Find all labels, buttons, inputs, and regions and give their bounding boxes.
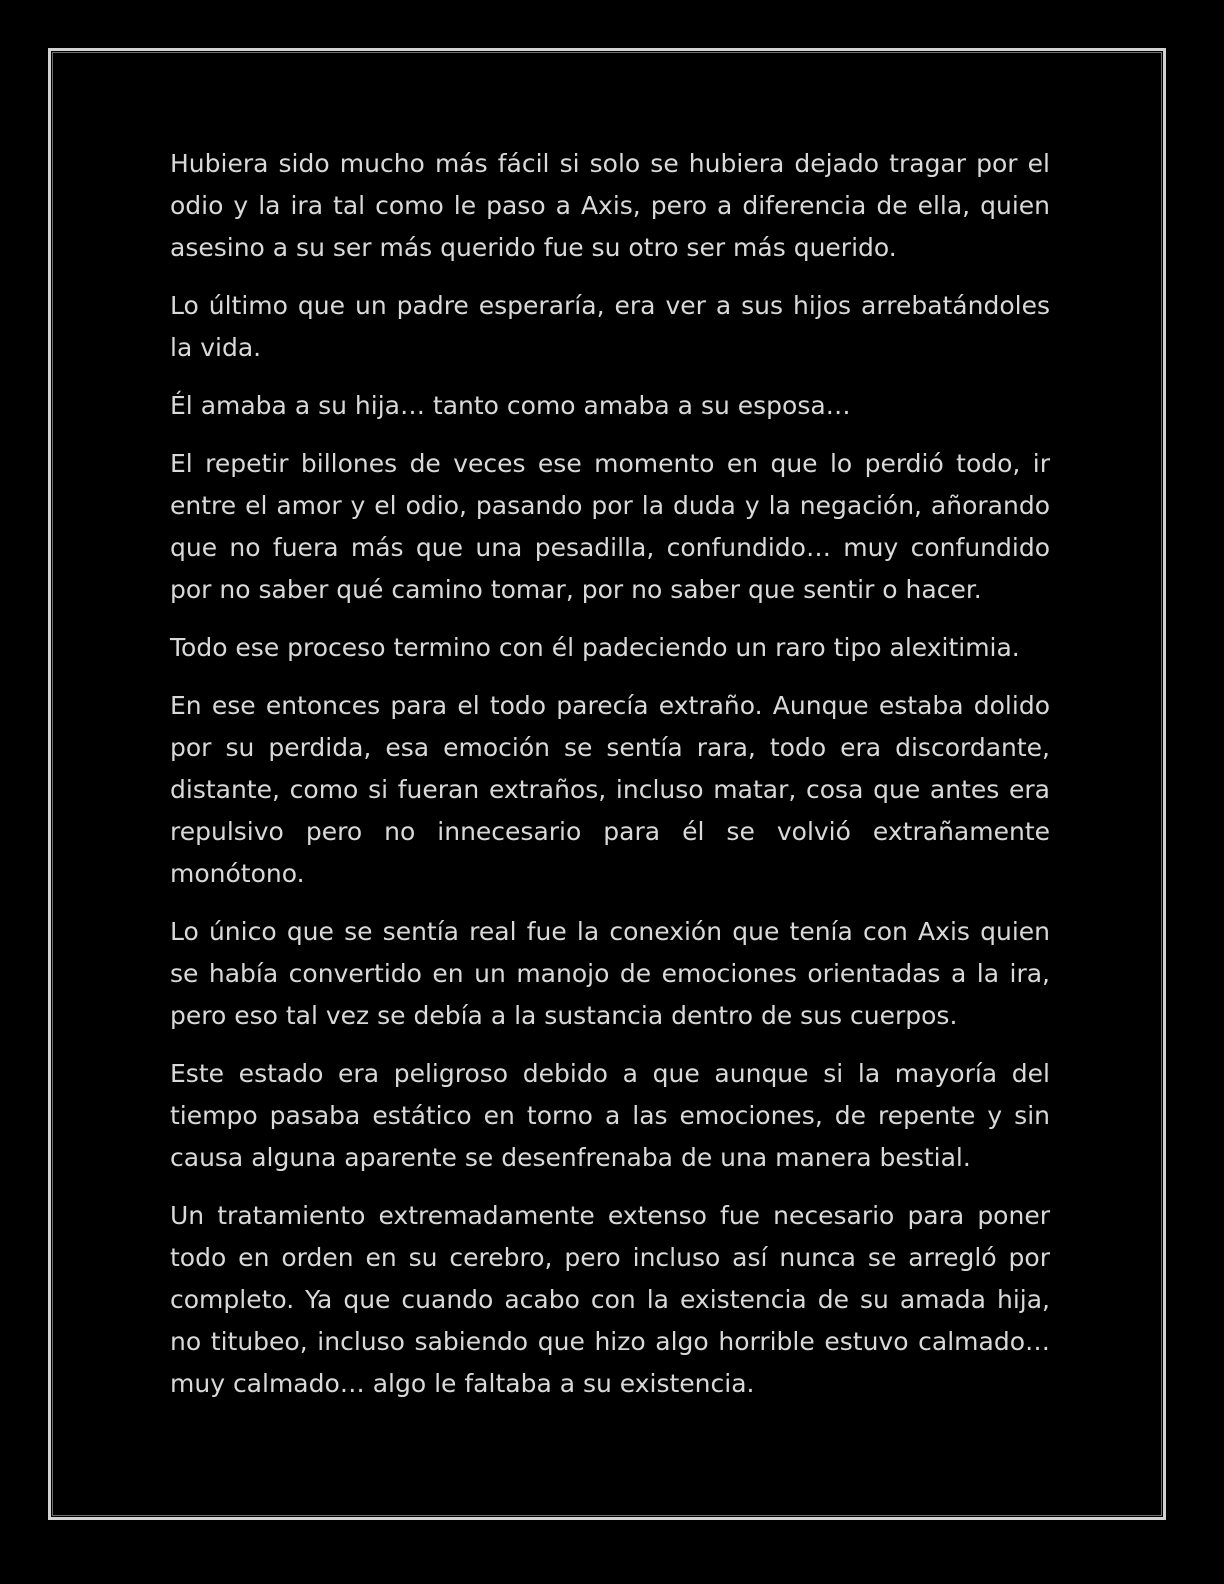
paragraph-4: El repetir billones de veces ese momento en que lo perdió todo, ir entre el amor y el odio, pasando por la duda y la negación, añorando que no fuera más que una pesadilla, confundido… muy confundido por no saber qué camino tomar, por no saber que sentir o hacer.: [170, 449, 1050, 604]
paragraph-1: Hubiera sido mucho más fácil si solo se hubiera dejado tragar por el odio y la ira tal como le paso a Axis, pero a diferencia de ella, quien asesino a su ser más querido fue su otro ser más querido.: [170, 149, 1050, 262]
paragraph-8: Este estado era peligroso debido a que aunque si la mayoría del tiempo pasaba estático en torno a las emociones, de repente y sin causa alguna aparente se desenfrenaba de una manera bestial.: [170, 1059, 1050, 1172]
paragraph-2: Lo último que un padre esperaría, era ver a sus hijos arrebatándoles la vida.: [170, 291, 1050, 362]
paragraph-5: Todo ese proceso termino con él padeciendo un raro tipo alexitimia.: [170, 633, 1020, 662]
story-text: [170, 143, 1050, 1421]
paragraph-3: Él amaba a su hija… tanto como amaba a su esposa…: [170, 391, 851, 420]
paragraph-9: Un tratamiento extremadamente extenso fue necesario para poner todo en orden en su cerebro, pero incluso así nunca se arregló por completo. Ya que cuando acabo con la existencia de su amada hija, no titubeo, incluso sabiendo que hizo algo horrible estuvo calmado… muy calmado… algo le faltaba a su existencia.: [170, 1201, 1050, 1398]
page-frame: [48, 48, 1166, 1520]
paragraph-6: En ese entonces para el todo parecía extraño. Aunque estaba dolido por su perdida, esa emoción se sentía rara, todo era discordante, distante, como si fueran extraños, incluso matar, cosa que antes era repulsivo pero no innecesario para él se volvió extrañamente monótono.: [170, 691, 1050, 888]
paragraph-7: Lo único que se sentía real fue la conexión que tenía con Axis quien se había convertido en un manojo de emociones orientadas a la ira, pero eso tal vez se debía a la sustancia dentro de sus cuerpos.: [170, 917, 1050, 1030]
